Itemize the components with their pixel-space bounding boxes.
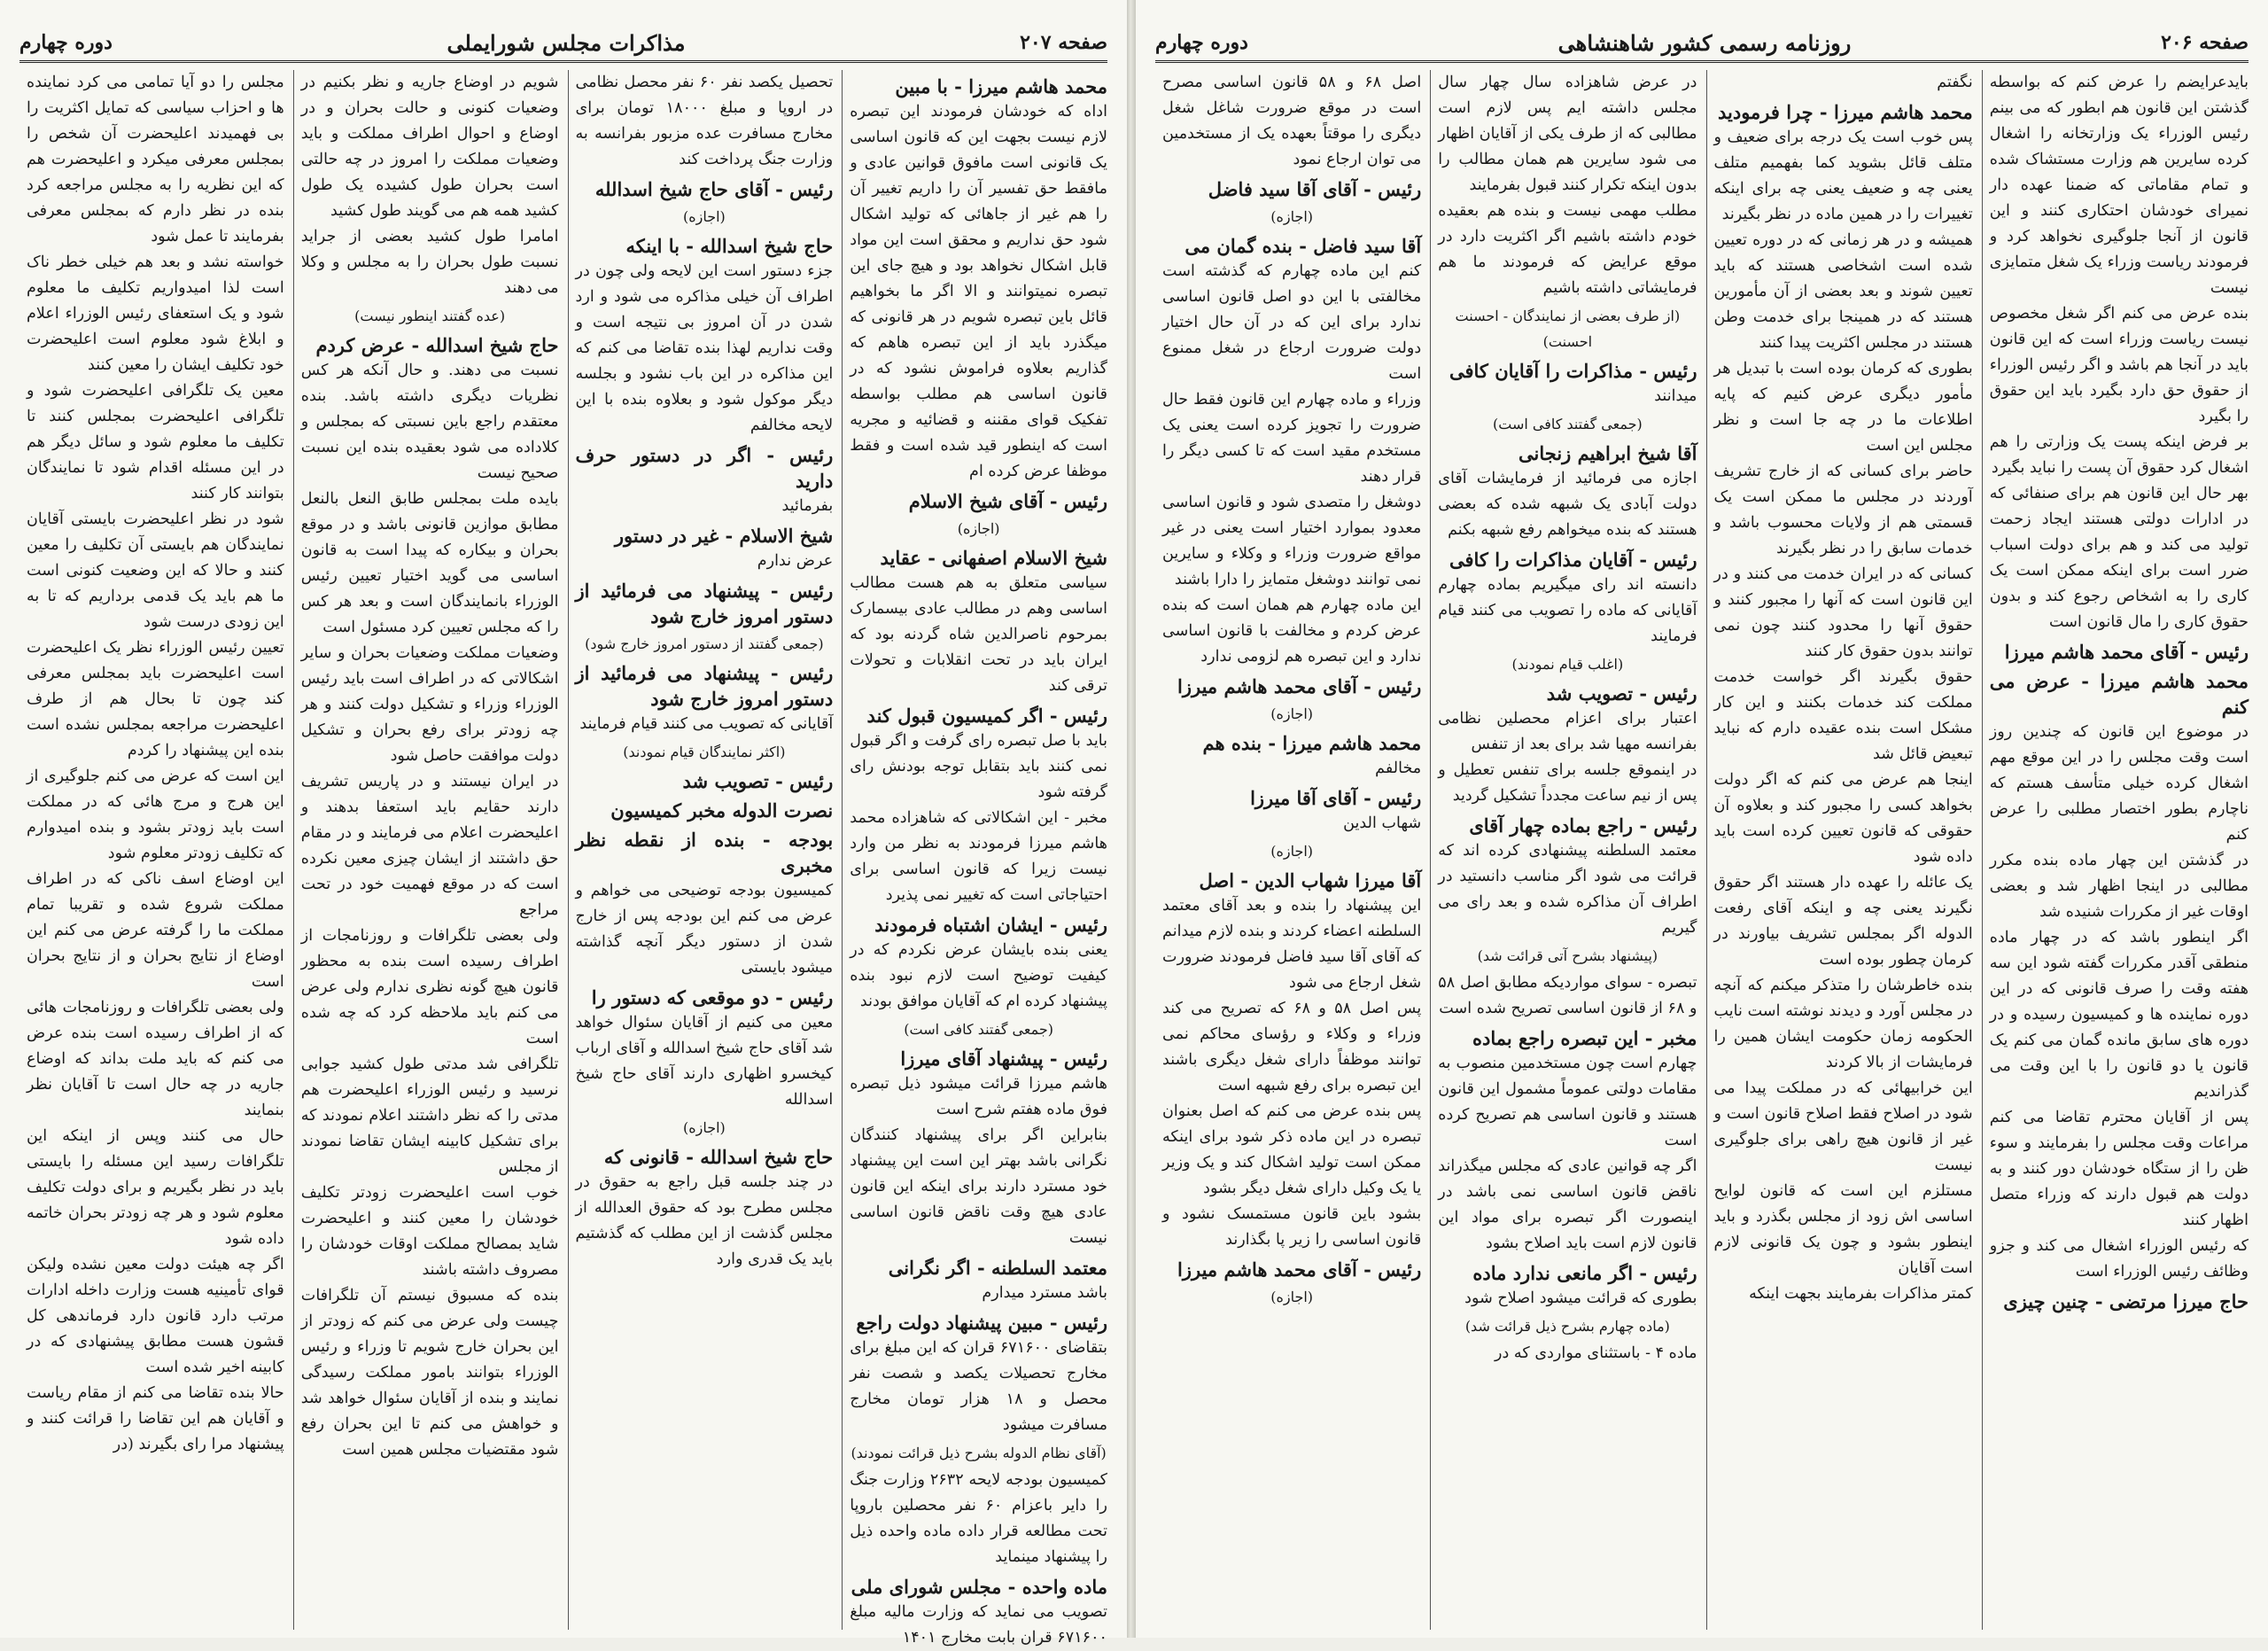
paragraph: اصل ۶۸ و ۵۸ قانون اساسی مصرح است در موقع ضرورت شاغل شغل دیگری را موقتاً بعهده یک از مستخدمین می توان ارجاع نمود	[1162, 74, 1422, 168]
speaker-heading: شیخ الاسلام - غیر در دستور	[614, 525, 834, 547]
paragraph: بنده خاطرشان را متذکر میکنم که آنچه در مجلس آورد و دیدند نوشته است نایب الحکومه زمان حکومت ایشان همین را فرمایشات از بالا کردند	[1713, 977, 1973, 1071]
page-number: صفحه ۲۰۶	[2161, 31, 2249, 54]
paragraph: اگر چه قوانین عادی که مجلس میگذراند ناقض قانون اساسی نمی باشد در اینصورت اگر تبصره برای مواد این قانون لازم است باید اصلاح بشود	[1438, 1157, 1697, 1252]
session-note: (جمعی گفتند کافی است)	[1493, 416, 1643, 432]
paragraph: حقوق بگیرند اگر خواست خدمت مملکت کند خدمات بکنند و این کار مشکل است بنده عقیده دارم که نباید تبعیض قائل شد	[1713, 668, 1973, 763]
paragraph: شود در نظر اعلیحضرت بایستی آقایان نمایندگان هم بایستی آن تکلیف را معین کنند و حالا که این وضعیت کنونی است ما هم باید یک قدمی برداریم که تا به این زودی درست شود	[27, 510, 284, 631]
text-column	[842, 70, 1107, 1647]
paragraph: باشد مسترد میدارم	[982, 1284, 1107, 1302]
paragraph: مجلس را دو آیا تمامی می کرد نماینده ها و احزاب سیاسی که تمایل اکثریت را بی فهمیدند اعلیحضرت آن شخص را بمجلس معرفی میکرد و اعلیحضرت هم که این نظریه را به مجلس مراجعه کرد بنده در نظر دارم که بمجلس معرفی بفرمایند تا عمل شود	[27, 74, 284, 245]
text-column	[293, 70, 559, 1630]
paragraph: در عرض شاهزاده سال چهار سال مجلس داشته ایم پس لازم است مطالبی که از طرف یکی از آقایان اظهار می شود سایرین هم همان مطالب را بدون اینکه تکرار کنند قبول بفرمایند	[1438, 74, 1697, 194]
paragraph: کسانی که در ایران خدمت می کنند و در این قانون است که آنها را مجبور کنند و حقوق آنها را محدود کنند چون نمی توانند بدون حقوق کار کنند	[1713, 565, 1973, 660]
speaker-heading: بودجه - بنده از نقطه نظر مخبری	[575, 829, 834, 876]
speaker-heading: رئیس - آقای آقا میرزا	[1250, 787, 1422, 809]
paragraph: بتقاضای ۶۷۱۶۰۰ قران که این مبلغ برای مخارج تحصیلات یکصد و شصت نفر محصل و ۱۸ هزار تومان مخارج مسافرت میشود	[850, 1339, 1107, 1434]
paragraph: وضعیات مملکت وضعیات بحران و سایر اشکالاتی که در اطراف است باید رئیس الوزراء وزراء و تشکیل دولت کنند و هر چه زودتر برای رفع بحران و تشکیل دولت موافقت حاصل شود	[300, 644, 559, 765]
paragraph: مطلب مهمی نیست و بنده هم بعقیده خودم داشته باشیم اگر اکثریت دارد در موقع عرایض که فرمودند ما هم فرمایشاتی داشته باشیم	[1438, 202, 1697, 297]
speaker-heading: رئیس - پیشنهاد می فرمائید از دستور امروز خارج شود	[575, 662, 834, 710]
speaker-heading: رئیس - مذاکرات را آقایان کافی	[1449, 360, 1697, 382]
session-note: (جمعی گفتند کافی است)	[904, 1021, 1053, 1038]
session-note: (اجازه)	[957, 520, 1000, 537]
session-note: (اغلب قیام نمودند)	[1511, 656, 1624, 673]
paragraph: تلگرافی شد مدتی طول کشید جوابی نرسید و رئیس الوزراء اعلیحضرت هم مدتی را که نظر داشتند اعلام نمودند که برای تشکیل کابینه ایشان تقاضا نمودند از مجلس	[300, 1055, 559, 1176]
paragraph: بر فرض اینکه پست یک وزارتی را هم اشغال کرد حقوق آن پست را نباید بگیرد	[1989, 433, 2249, 477]
session-note: (اجازه)	[1270, 705, 1314, 722]
session-note: (اجازه)	[1270, 208, 1314, 225]
session-note: (اجازه)	[1270, 843, 1314, 860]
paragraph: کمیسیون بودجه توضیحی می خواهم و عرض می کنم این بودجه پس از خارج شدن از دستور دیگر آنچه گذاشته میشود بایستی	[575, 882, 834, 977]
paragraph: خوب است اعلیحضرت زودتر تکلیف خودشان را معین کنند و اعلیحضرت شاید بمصالح مملکت اوقات خودشان را مصروف داشته باشند	[300, 1184, 559, 1279]
paragraph: دانسته اند رای میگیریم بماده چهارم آقایانی که ماده را تصویب می کنند قیام فرمایند	[1438, 576, 1697, 645]
speaker-heading: رئیس - اگر در دستور حرف دارید	[575, 444, 834, 492]
paragraph: در چند جلسه قبل راجع به حقوق در مجلس مطرح بود که حقوق العدالله از مجلس گذشت از این مطلب که گذشتیم باید یک قدری وارد	[575, 1173, 834, 1268]
paragraph: بنده که مسبوق نیستم آن تلگرافات چیست ولی عرض می کنم که زودتر از این بحران خارج شویم تا وزراء و رئیس الوزراء بتوانند بامور مملکت رسیدگی نمایند و بنده از آقایان سئوال خواهد شد و خواهش می کنم تا این بحران رفع شود مقتضیات مجلس همین است	[300, 1287, 559, 1459]
speaker-heading: رئیس - ایشان اشتباه فرمودند	[874, 914, 1107, 936]
text-column	[1155, 70, 1421, 1630]
session-note: (ماده چهارم بشرح ذیل قرائت شد)	[1464, 1318, 1670, 1335]
paragraph: اجازه می فرمائید از فرمایشات آقای دولت آبادی یک شبهه شده که بعضی هستند که بنده میخواهم رفع شبهه بکنم	[1438, 470, 1697, 539]
speaker-heading: رئیس - آقایان مذاکرات را کافی	[1449, 549, 1697, 571]
speaker-heading: معتمد السلطنه - اگر نگرانی	[888, 1257, 1107, 1279]
speaker-heading: حاج میرزا مرتضی - چنین چیزی	[2003, 1290, 2249, 1312]
speaker-heading: رئیس - آقای محمد هاشم میرزا	[1177, 1258, 1422, 1281]
speaker-heading: رئیس - پیشنهاد آقای میرزا	[900, 1047, 1107, 1070]
text-column	[1430, 70, 1697, 1630]
speaker-heading: محمد هاشم میرزا - با مبین	[895, 75, 1107, 97]
speaker-heading: رئیس - پیشنهاد می فرمائید از دستور امروز خارج شود	[575, 580, 834, 627]
paragraph: معین یک تلگرافی اعلیحضرت شود و تلگرافی اعلیحضرت بمجلس کنند تا تکلیف ما معلوم شود و سائل دیگر هم در این مسئله اقدام شود تا نمایندگان بتوانند کار کنند	[27, 382, 284, 502]
paragraph: جزء دستور است این لایحه ولی چون در اطراف آن خیلی مذاکره می شود و ارد شدن در آن امروز بی نتیجه است و وقت نداریم لهذا بنده تقاضا می کنم که این مذاکره در این باب نشود و بجلسه دیگر موکول شود و بعلاوه بنده با این لایحه مخالفم	[575, 262, 834, 434]
left-page	[0, 0, 1127, 1647]
paragraph: پس از آقایان محترم تقاضا می کنم مراعات وقت مجلس را بفرمایند و سوء ظن را از ستگاه خودشان دور کنند و به دولت هم قبول دارند که وزراء متصل اظهار کنند	[1989, 1109, 2249, 1229]
paragraph: نگفتم	[1937, 74, 1973, 91]
paragraph: همیشه و در هر زمانی که در دوره تعیین شده است اشخاصی هستند که باید تعیین شوند و بعد بعضی از آن مأمورین هستند که در همینجا برای خدمت وطن هستند در مجلس اکثریت پیدا کنند	[1713, 231, 1973, 352]
session-note: (پیشنهاد بشرح آتی قرائت شد)	[1477, 947, 1658, 964]
session-label: دوره چهارم	[19, 31, 113, 54]
paragraph: کنم این ماده چهارم که گذشته است مخالفتی با این دو اصل قانون اساسی ندارد برای این که در آن حال اختیار دولت ضرورت ارجاع در شغل ممنوع است	[1162, 262, 1422, 383]
speaker-heading: رئیس - آقای شیخ الاسلام	[908, 490, 1107, 512]
paragraph: ماده ۴ - باستثنای مواردی که در	[1495, 1344, 1697, 1362]
speaker-heading: حاج شیخ اسدالله - با اینکه	[625, 235, 834, 257]
paragraph: در موضوع این قانون که چندین روز است وقت مجلس را در این موقع مهم اشغال کرده خیلی متأسف هستم که ناچارم بطور اختصار مطلبی را عرض کنم	[1989, 723, 2249, 844]
session-note: (عده گفتند اینطور نیست)	[354, 308, 506, 324]
paragraph: پس اصل ۵۸ و ۶۸ که تصریح می کند وزراء و وکلاء و رؤسای محاکم نمی توانند موظفاً دارای شغل دیگری باشند این تبصره برای رفع شبهه است	[1162, 1000, 1422, 1094]
paragraph: یک عائله را عهده دار هستند اگر حقوق نگیرند یعنی چه و اینکه آقای رفعت الدوله اگر بمجلس تشریف بیاورند در کرمان چطور بوده است	[1713, 874, 1973, 969]
paragraph: تحصیل یکصد نفر ۶۰ نفر محصل نظامی در اروپا و مبلغ ۱۸۰۰۰ تومان برای مخارج مسافرت عده مزبور بفرانسه به وزارت جنگ پرداخت کند	[575, 74, 834, 168]
page-header	[1155, 25, 2249, 63]
paragraph: دوشغل را متصدی شود و قانون اساسی معدود بموارد اختیار است یعنی در غیر مواقع ضرورت وزراء و وکلاء و سایرین نمی توانند دوشغل متمایز را دارا باشند	[1162, 494, 1422, 588]
speaker-heading: مخبر - این تبصره راجع بماده	[1472, 1027, 1697, 1049]
paragraph: حال می کنند وپس از اینکه این تلگرافات رسید این مسئله را بایستی باید در نظر بگیریم و برای دولت تکلیف معلوم شود و هر چه زودتر بحران خاتمه داده شود	[27, 1127, 284, 1248]
speaker-heading: رئیس - راجع بماده چهار آقای	[1469, 814, 1697, 837]
paragraph: حاضر برای کسانی که از خارج تشریف آوردند در مجلس ما ممکن است یک قسمتی هم از ولایات محسوب باشد و خدمات سابق را در نظر بگیرند	[1713, 463, 1973, 557]
speaker-heading: ماده واحده - مجلس شورای ملی	[850, 1576, 1107, 1598]
paragraph: ولی بعضی تلگرافات و روزنامجات هائی که از اطراف رسیده است بنده عرض می کنم که باید ملت بداند که اوضاع جاریه در چه حال است تا آقایان نظر بنمایند	[27, 999, 284, 1119]
text-column	[1982, 70, 2249, 1630]
session-note: (اجازه)	[682, 208, 726, 225]
speaker-heading: رئیس - دو موقعی که دستور را	[591, 986, 834, 1009]
paragraph: مخالفم	[1375, 759, 1422, 777]
paragraph: این است که عرض می کنم جلوگیری از این هرج و مرج هائی که در مملکت است باید زودتر بشود و بنده امیدوارم که تکلیف زودتر معلوم شود	[27, 767, 284, 862]
paragraph: کمیسیون بودجه لایحه ۲۶۳۲ وزارت جنگ را دایر باعزام ۶۰ نفر محصلین باروپا تحت مطالعه قرار داده ماده واحده ذیل را پیشنهاد مینماید	[850, 1471, 1107, 1566]
session-note: (آقای نظام الدوله بشرح ذیل قرائت نمودند)	[850, 1445, 1107, 1461]
paragraph: شهاب الدین	[1343, 814, 1422, 832]
speaker-heading: حاج شیخ اسدالله - عرض کردم	[315, 334, 559, 356]
paragraph: عرض ندارم	[757, 552, 834, 570]
session-note: (از طرف بعضی از نمایندگان - احسنت احسنت)	[1455, 308, 1681, 350]
paragraph: بنده عرض می کنم اگر شغل مخصوص نیست ریاست وزراء است که این قانون باید در آنجا هم باشد و اگر رئیس الوزراء از حقوق حق دارد بگیرد باید این حقوق را بگیرد	[1989, 305, 2249, 425]
paragraph: بنابراین اگر برای پیشنهاد کنندگان نگرانی باشد بهتر این است این پیشنهاد خود مسترد دارند برای اینکه این قانون عادی هیچ وقت ناقض قانون اساسی نیست	[850, 1126, 1107, 1247]
paragraph: در گذشتن این چهار ماده بنده مکرر مطالبی در اینجا اظهار شد و بعضی اوقات غیر از مکررات شنیده شد	[1989, 852, 2249, 921]
text-column	[19, 70, 284, 1630]
paragraph: چهارم است چون مستخدمین منصوب به مقامات دولتی عموماً مشمول این قانون هستند و قانون اساسی هم تصریح کرده است	[1438, 1055, 1697, 1149]
text-columns	[1155, 70, 2249, 1630]
paragraph: بایده ملت بمجلس طابق النعل بالنعل مطابق موازین قانونی باشد و در موقع بحران و بیکاره که پیدا است به قانون اساسی می گوید اختیار تعیین رئیس الوزراء بانمایندگان است و بعد هر کس را که مجلس تعیین کرد مسئول است	[300, 490, 559, 636]
paragraph: معین می کنیم از آقایان سئوال خواهد شد آقای حاج شیخ اسدالله و آقای ارباب کیخسرو اظهاری دارند آقای حاج شیخ اسدالله	[575, 1014, 834, 1109]
session-note: (اجازه)	[682, 1119, 726, 1136]
speaker-heading: حاج شیخ اسدالله - قانونی که	[603, 1146, 834, 1168]
paragraph: میدانند	[1654, 387, 1697, 405]
speaker-heading: محمد هاشم میرزا - بنده هم	[1202, 732, 1422, 754]
paragraph: آقایانی که تصویب می کنند قیام فرمایند	[579, 715, 834, 733]
newspaper-title: مذاکرات مجلس شورایملی	[447, 29, 686, 56]
paragraph: پس بنده عرض می کنم که اصل بعنوان تبصره در این ماده ذکر شود برای اینکه ممکن است تولید اشکال کند و یک وزیر یا یک وکیل دارای شغل دیگر بشود	[1162, 1102, 1422, 1197]
page-header	[19, 25, 1107, 63]
paragraph: حالا بنده تقاضا می کنم از مقام ریاست و آقایان هم این تقاضا را قرائت کنند و پیشنهاد مرا رای بگیرند (در	[27, 1384, 284, 1453]
paragraph: سیاسی متعلق به هم هست مطالب اساسی وهم در مطالب عادی بیسمارک بمرحوم ناصرالدین شاه گردنه بود که ایران باید در تحت انقلابات و تحولات ترقی کند	[850, 574, 1107, 695]
page-gutter	[1127, 0, 1136, 1638]
speaker-heading: آقا شیخ ابراهیم زنجانی	[1518, 442, 1697, 464]
speaker-heading: رئیس - اگر کمیسیون قبول کند	[866, 705, 1107, 727]
paragraph: مخبر - این اشکالاتی که شاهزاده محمد هاشم میرزا فرمودند به نظر من وارد نیست زیرا که قانون اساسی برای احتیاجاتی است که تغییر نمی پذیرد	[850, 809, 1107, 904]
speaker-heading: رئیس - آقای حاج شیخ اسدالله	[594, 178, 834, 200]
paragraph: بهر حال این قانون هم برای صنفائی که در ادارات دولتی هستند ایجاد زحمت تولید می کند و هم برای دولت اسباب ضرر است برای اینکه ممکن است یک کاری را به اشخاص رجوع کند و بدون حقوق کاری را مال قانون است	[1989, 485, 2249, 631]
paragraph: خواسته نشد و بعد هم خیلی خطر ناک است لذا امیدواریم تکلیف ما معلوم شود و یک استعفای رئیس الوزراء اعلام و ابلاغ شود معلوم است اعلیحضرت خود تکلیف ایشان را معین کنند	[27, 253, 284, 374]
paragraph: این اوضاع اسف ناکی که در اطراف مملکت شروع شده و تقریبا تمام مملکت ما را گرفته عرض می کنم این اوضاع از نتایج بحران و از نتایج بحران است	[27, 870, 284, 991]
paragraph: در ایران نیستند و در پاریس تشریف دارند حقایم باید استعفا بدهند و اعلیحضرت اعلام می فرمایند و در مقام حق داشتند از ایشان چیزی معین نکرده است که در موقع فهمیت خود در تحت مراجع	[300, 773, 559, 919]
paragraph: بطوری که کرمان بوده است با تبدیل هر مأمور دیگری عرض کنیم که پایه اطلاعات ما در چه جا است و نظر مجلس این است	[1713, 360, 1973, 455]
paragraph: تبصره - سوای مواردیکه مطابق اصل ۵۸ و ۶۸ از قانون اساسی تصریح شده است	[1438, 974, 1697, 1017]
paragraph: تعیین رئیس الوزراء نظر یک اعلیحضرت است اعلیحضرت باید بمجلس معرفی کند چون تا بحال هم از طرف اعلیحضرت مراجعه بمجلس نشده است بنده این پیشنهاد را کردم	[27, 639, 284, 759]
text-column	[1706, 70, 1973, 1630]
speaker-heading: محمد هاشم میرزا - چرا فرمودید	[1717, 101, 1973, 123]
paragraph: شویم در اوضاع جاریه و نظر بکنیم در وضعیات کنونی و حالت بحران و در اوضاع و احوال اطراف مملکت و باید وضعیات مملکت را امروز در چه حالتی است بحران طول کشیده یک طول کشید همه هم می گویند طول کشید	[300, 74, 559, 220]
paragraph: ولی بعضی تلگرافات و روزنامجات از اطراف رسیده است بنده به محظور قانون هیچ گونه نظری ندارم ولی عرض می کنم باید ملاحظه کرد که چه شده است	[300, 927, 559, 1047]
paragraph: که رئیس الوزراء اشغال می کند و جزو وظائف رئیس الوزراء است	[1989, 1237, 2249, 1281]
paragraph: بشود باین قانون مستمسک نشود و قانون اساسی را زیر پا بگذارند	[1162, 1205, 1422, 1249]
session-note: (جمعی گفتند از دستور امروز خارج شود)	[585, 635, 824, 652]
paragraph: این پیشنهاد را بنده و بعد آقای معتمد السلطنه اعضاء کردند و بنده لازم میدانم که آقای آقا سید فاضل فرمودند ضرورت شغل ارجاع می شود	[1162, 897, 1422, 992]
newspaper-title: روزنامه رسمی کشور شاهنشاهی	[1557, 29, 1852, 56]
paragraph: پس خوب است یک درجه برای ضعیف و متلف قائل بشوید کما بفهمیم متلف یعنی چه و ضعیف یعنی چه برای اینکه تغییرات را در همین ماده در نظر بگیرند	[1713, 128, 1973, 223]
paragraph: کمتر مذاکرات بفرمایند بجهت اینکه	[1749, 1285, 1973, 1303]
speaker-heading: رئیس - تصویب شد	[1546, 682, 1697, 705]
speaker-heading: رئیس - آقای محمد هاشم میرزا	[1177, 675, 1422, 697]
paragraph: در اینموقع جلسه برای تنفس تعطیل و پس از نیم ساعت مجدداً تشکیل گردید	[1438, 761, 1697, 805]
speaker-heading: آقا سید فاضل - بنده گمان می	[1184, 235, 1422, 257]
session-label: دوره چهارم	[1155, 31, 1248, 54]
paragraph: بایدعرایضم را عرض کنم که بواسطه گذشتن این قانون هم ابطور که می بینم رئیس الوزراء یک وزارتخانه را اشغال کرده سایرین هم وزارت مستشاک شده و تمام مقاماتی که ضمنا عهده دار نمیرای خودشان احتکاری کنند و این قانون از آنجا جلوگیری نخواهد کرد و فرمودند ریاست وزراء یک شغل متمایزی نیست	[1989, 74, 2249, 297]
paragraph: اینجا هم عرض می کنم که اگر دولت بخواهد کسی را مجبور کند و بعلاوه آن حقوقی که قانون تعیین کرده است باید داده شود	[1713, 771, 1973, 866]
paragraph: اداه که خودشان فرمودند این تبصره لازم نیست بجهت این که قانون اساسی یک قانونی است مافوق قوانین عادی و مافقط حق تفسیر آن را داریم تغییر آن را هم غیر از جاهائی که تولید اشکال شود حق نداریم و محقق است این مواد قابل اشکال نخواهد بود و هیچ جای این تبصره نمیتوانند و الا اگر ما بخواهیم قائل باین تبصره شویم در هر قانونی که میگذرد باید از این تبصره هاهم که گذاریم بعلاوه فراموش نشود که در قانون اساسی هم مطلب بواسطه تفکیک قوای مقننه و قضائیه و مجریه است که اینطور قید شده است و فقط موظفا عرض کرده ام	[850, 103, 1107, 480]
paragraph: مستلزم این است که قانون لوایح اساسی اش زود از مجلس بگذرد و باید اینطور بشود و چون یک قانونی لازم است آقایان	[1713, 1182, 1973, 1277]
text-columns	[19, 70, 1107, 1647]
paragraph: بطوری که قرائت میشود اصلاح شود	[1464, 1289, 1697, 1307]
session-note: (اکثر نمایندگان قیام نمودند)	[623, 744, 786, 760]
paragraph: هاشم میرزا قرائت میشود ذیل تبصره فوق ماده هفتم شرح است	[850, 1075, 1107, 1118]
paragraph: اگر چه هیئت دولت معین نشده ولیکن قوای تأمینیه هست وزارت داخله ادارات مرتب دارد قانون دارد فرماندهی کل قشون هست مطابق پیشنهادی که در کابینه اخیر شده است	[27, 1256, 284, 1376]
speaker-heading: رئیس - مبین پیشنهاد دولت راجع	[856, 1312, 1107, 1334]
session-note: (اجازه)	[1270, 1289, 1314, 1305]
paragraph: یعنی بنده بایشان عرض نکردم که در کیفیت توضیح است لازم نبود بنده پیشنهاد کرده ام که آقایان موافق بودند	[850, 941, 1107, 1010]
speaker-heading: آقا میرزا شهاب الدین - اصل	[1199, 869, 1422, 892]
speaker-heading: رئیس - آقای آقا سید فاضل	[1208, 178, 1422, 200]
paragraph: اعتبار برای اعزام محصلین نظامی بفرانسه مهیا شد برای بعد از تنفس	[1438, 710, 1697, 753]
paragraph: معتمد السلطنه پیشنهادی کرده اند که قرائت می شود اگر مناسب دانستید در اطراف آن مذاکره شده و بعد رای می گیریم	[1438, 842, 1697, 937]
speaker-heading: محمد هاشم میرزا - عرض می کنم	[1989, 670, 2249, 718]
paragraph: تصویب می نماید که وزارت مالیه مبلغ ۶۷۱۶۰۰ قران بابت مخارج ۱۴۰۱	[850, 1603, 1107, 1647]
speaker-heading: شیخ الاسلام اصفهانی - عقاید	[880, 547, 1107, 569]
speaker-heading: رئیس - آقای محمد هاشم میرزا	[2004, 641, 2249, 663]
right-page	[1136, 0, 2268, 1638]
speaker-heading: نصرت الدوله مخبر کمیسیون	[610, 799, 834, 822]
paragraph: وزراء و ماده چهارم این قانون فقط حال ضرورت را تجویز کرده است یعنی یک مستخدم مقید است که تا کسی دیگر را قرار دهند	[1162, 391, 1422, 486]
paragraph: امامرا طول کشید بعضی از جراید نسبت طول بحران را به مجلس و وکلا می دهند	[300, 228, 559, 297]
paragraph: نسبت می دهند. و حال آنکه هر کس نظریات دیگری داشته باشد. بنده معتقدم راجع باین نسبتی که بمجلس و کلاداده می شود بعقیده بنده این نسبت صحیح نیست	[300, 362, 559, 482]
speaker-heading: رئیس - تصویب شد	[682, 770, 834, 792]
paragraph: اگر اینطور باشد که در چهار ماده منطقی آقدر مکررات گفته شود این سه هفته وقت را صرف قانونی که در این دوره نماینده ها و کمیسیون رسیده و در دوره های سابق مانده گمان می کنم یک قانون یا دو قانون را با این وقت می گذراندیم	[1989, 929, 2249, 1101]
paragraph: این ماده چهارم هم همان است که بنده عرض کردم و مخالفت با قانون اساسی ندارد و این تبصره هم لزومی ندارد	[1162, 596, 1422, 666]
page-number: صفحه ۲۰۷	[1020, 31, 1107, 54]
speaker-heading: رئیس - اگر مانعی ندارد ماده	[1472, 1262, 1697, 1284]
paragraph: باید با صل تبصره رای گرفت و اگر قبول نمی کنند باید بتقابل توجه بودنش رای گرفته شود	[850, 732, 1107, 801]
paragraph: بفرمائید	[781, 497, 834, 515]
text-column	[568, 70, 834, 1630]
paragraph: این خرابیهائی که در مملکت پیدا می شود در اصلاح فقط اصلاح قانون است و غیر از قانون هیچ راهی برای جلوگیری نیست	[1713, 1079, 1973, 1174]
